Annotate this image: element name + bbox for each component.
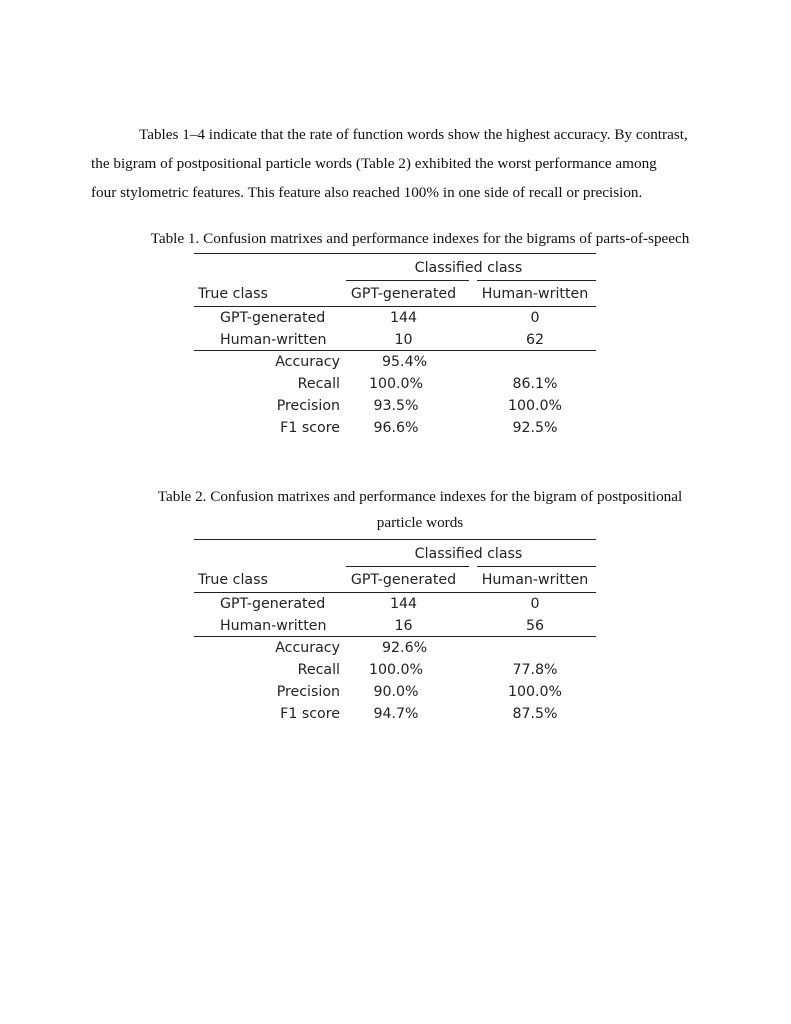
matrix-bottom-rule — [194, 350, 596, 351]
metric-value: 90.0% — [373, 684, 419, 700]
matrix-row-label: GPT-generated — [220, 310, 326, 326]
table-2-caption — [140, 484, 700, 536]
metric-value: 94.7% — [373, 706, 419, 722]
row-header: True class — [198, 286, 268, 302]
metric-value: 96.6% — [373, 420, 419, 436]
matrix-row-label: GPT-generated — [220, 596, 326, 612]
matrix-cell: 0 — [530, 596, 540, 612]
metric-value: 77.8% — [512, 662, 558, 678]
metric-value: 87.5% — [512, 706, 558, 722]
top-rule — [194, 253, 596, 254]
metric-label: Precision — [276, 684, 340, 700]
metric-value: 100.0% — [368, 662, 424, 678]
paragraph-line: four stylometric features. This feature also reached 100% in one side of recall or precision. — [91, 184, 643, 201]
metric-label: Precision — [276, 398, 340, 414]
metric-value: 92.6% — [382, 640, 428, 656]
group-rule-human — [477, 566, 596, 567]
column-header-human: Human-written — [481, 572, 589, 588]
metric-label: Recall — [297, 662, 340, 678]
group-rule-human — [477, 280, 596, 281]
group-rule-gpt — [346, 280, 469, 281]
metric-value: 95.4% — [382, 354, 428, 370]
matrix-bottom-rule — [194, 636, 596, 637]
matrix-cell: 16 — [394, 618, 413, 634]
row-header: True class — [198, 572, 268, 588]
group-rule-gpt — [346, 566, 469, 567]
matrix-cell: 144 — [389, 310, 418, 326]
caption-line: particle words — [376, 514, 464, 531]
header-rule — [194, 306, 596, 307]
metric-value: 93.5% — [373, 398, 419, 414]
group-header: Classified class — [414, 546, 523, 562]
metric-value: 86.1% — [512, 376, 558, 392]
paragraph-line: the bigram of postpositional particle words (Table 2) exhibited the worst performance among — [91, 155, 657, 172]
paragraph-line: Tables 1–4 indicate that the rate of function words show the highest accuracy. By contrast, — [139, 126, 688, 143]
column-header-gpt: GPT-generated — [350, 572, 457, 588]
metric-label: Accuracy — [275, 640, 340, 656]
metric-label: Accuracy — [275, 354, 340, 370]
matrix-cell: 10 — [394, 332, 413, 348]
body-paragraph — [91, 120, 731, 207]
metric-label: F1 score — [280, 420, 340, 436]
column-header-gpt: GPT-generated — [350, 286, 457, 302]
matrix-cell: 144 — [389, 596, 418, 612]
caption-line: Table 1. Confusion matrixes and performance indexes for the bigrams of parts-of-speech — [150, 230, 690, 247]
metric-label: F1 score — [280, 706, 340, 722]
matrix-row-label: Human-written — [220, 618, 327, 634]
column-header-human: Human-written — [481, 286, 589, 302]
table-1-caption — [130, 226, 710, 252]
header-rule — [194, 592, 596, 593]
table-1 — [194, 253, 596, 443]
metric-value: 100.0% — [507, 398, 563, 414]
metric-value: 100.0% — [507, 684, 563, 700]
caption-line: Table 2. Confusion matrixes and performance indexes for the bigram of postpositional — [157, 488, 683, 505]
matrix-cell: 56 — [525, 618, 545, 634]
matrix-cell: 0 — [530, 310, 540, 326]
top-rule — [194, 539, 596, 540]
metric-label: Recall — [297, 376, 340, 392]
group-header: Classified class — [414, 260, 523, 276]
matrix-cell: 62 — [525, 332, 545, 348]
matrix-row-label: Human-written — [220, 332, 327, 348]
metric-value: 100.0% — [368, 376, 424, 392]
metric-value: 92.5% — [512, 420, 558, 436]
table-2 — [194, 539, 596, 729]
